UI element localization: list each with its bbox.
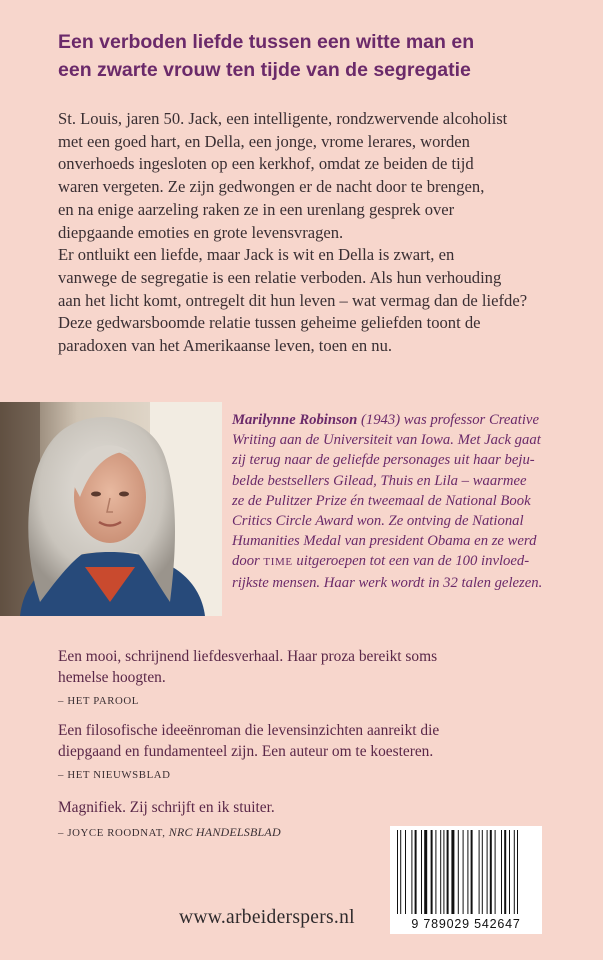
barcode-bar [495, 830, 496, 914]
bio-line: Humanities Medal van president Obama en ze werd [232, 533, 537, 550]
isbn-barcode [390, 826, 542, 934]
synopsis-line: aan het licht komt, ontregelt dit hun leven – wat vermag dan de liefde? [58, 290, 528, 310]
quote-source: – JOYCE ROODNAT, NRC HANDELSBLAD [58, 824, 281, 839]
barcode-bar [435, 830, 436, 914]
barcode-bar [443, 830, 444, 914]
barcode-bar [431, 830, 433, 914]
bio-line: zij terug naar de geliefde personages uit haar beju- [232, 452, 535, 469]
headline-line-1: Een verboden liefde tussen een witte man en [58, 31, 475, 53]
barcode-bar [471, 830, 473, 914]
barcode-bar [451, 830, 454, 914]
barcode-bar [509, 830, 510, 914]
barcode-bar [421, 830, 422, 914]
bio-line: ze de Pulitzer Prize én tweemaal de National Book [232, 492, 531, 509]
synopsis-line: vanwege de segregatie is een relatie verboden. Als hun verhouding [58, 267, 502, 287]
review-quote [58, 721, 588, 786]
barcode-bar [458, 830, 459, 914]
headline-line-2: een zwarte vrouw ten tijde van de segregatie [58, 59, 471, 81]
synopsis-line: en na enige aarzeling raken ze in een urenlang gesprek over [58, 199, 455, 219]
barcode-bar [479, 830, 480, 914]
author-name: Marilynne Robinson [232, 412, 358, 428]
barcode-bar [411, 830, 412, 914]
author-photo [0, 402, 222, 616]
synopsis-line: onverhoeds ingesloten op een kerkhof, omdat ze beiden de tijd [58, 154, 474, 174]
quote-source: – HET PAROOL [58, 695, 140, 707]
barcode-bar [467, 830, 468, 914]
barcode-bar [517, 830, 518, 914]
barcode-bar [463, 830, 464, 914]
bio-line: Critics Circle Award won. Ze ontving de National [232, 513, 524, 530]
barcode-bar [440, 830, 441, 914]
barcode-bar [514, 830, 515, 914]
barcode-bar [424, 830, 427, 914]
barcode-bar [400, 830, 401, 914]
review-quote [58, 647, 588, 712]
synopsis-line: Deze gedwarsboomde relatie tussen geheime geliefden toont de [58, 313, 481, 333]
synopsis-line: Er ontluikt een liefde, maar Jack is wit en Della is zwart, en [58, 245, 455, 265]
headline [58, 28, 578, 84]
synopsis-line: diepgaande emoties en grote levensvragen. [58, 222, 344, 242]
barcode-bar [504, 830, 506, 914]
quote-source: – HET NIEUWSBLAD [58, 769, 171, 781]
barcode-bar [490, 830, 492, 914]
bio-line: door TIME uitgeroepen tot een van de 100 invloed- [232, 553, 530, 570]
time-magazine-label: TIME [263, 556, 293, 569]
quote-line: Een filosofische ideeënroman die levensinzichten aanreikt die [58, 722, 440, 739]
quote-line: Een mooi, schrijnend liefdesverhaal. Haar proza bereikt soms [58, 648, 438, 665]
synopsis-line: paradoxen van het Amerikaanse leven, toen en nu. [58, 336, 393, 356]
bio-line: rijkste mensen. Haar werk wordt in 32 talen gelezen. [232, 574, 543, 591]
bio-line: belde bestsellers Gilead, Thuis en Lila – waarmee [232, 472, 527, 489]
quote-line: diepgaand en fundamenteel zijn. Een auteur om te koesteren. [58, 742, 434, 760]
barcode-bar [501, 830, 502, 914]
synopsis [58, 108, 588, 358]
barcode-bar [487, 830, 488, 914]
barcode-bar [405, 830, 406, 914]
barcode-bar [447, 830, 449, 914]
isbn-number: 9 789029 542647 [411, 917, 521, 931]
barcode-bar [415, 830, 417, 914]
quote-line: Magnifiek. Zij schrijft en ik stuiter. [58, 799, 275, 816]
barcode-bar [397, 830, 398, 914]
synopsis-line: St. Louis, jaren 50. Jack, een intelligente, rondzwervende alcoholist [58, 109, 508, 128]
author-bio [232, 410, 592, 593]
synopsis-line: waren vergeten. Ze zijn gedwongen er de nacht door te brengen, [58, 177, 485, 197]
publisher-website[interactable]: www.arbeiderspers.nl [179, 907, 355, 928]
quote-line: hemelse hoogten. [58, 668, 166, 686]
bio-line: Writing aan de Universiteit van Iowa. Met Jack gaat [232, 432, 541, 449]
synopsis-line: met een goed hart, en Della, een jonge, vrome lerares, worden [58, 131, 470, 151]
barcode-bar [482, 830, 483, 914]
bio-line: Marilynne Robinson (1943) was professor Creative [232, 412, 539, 428]
